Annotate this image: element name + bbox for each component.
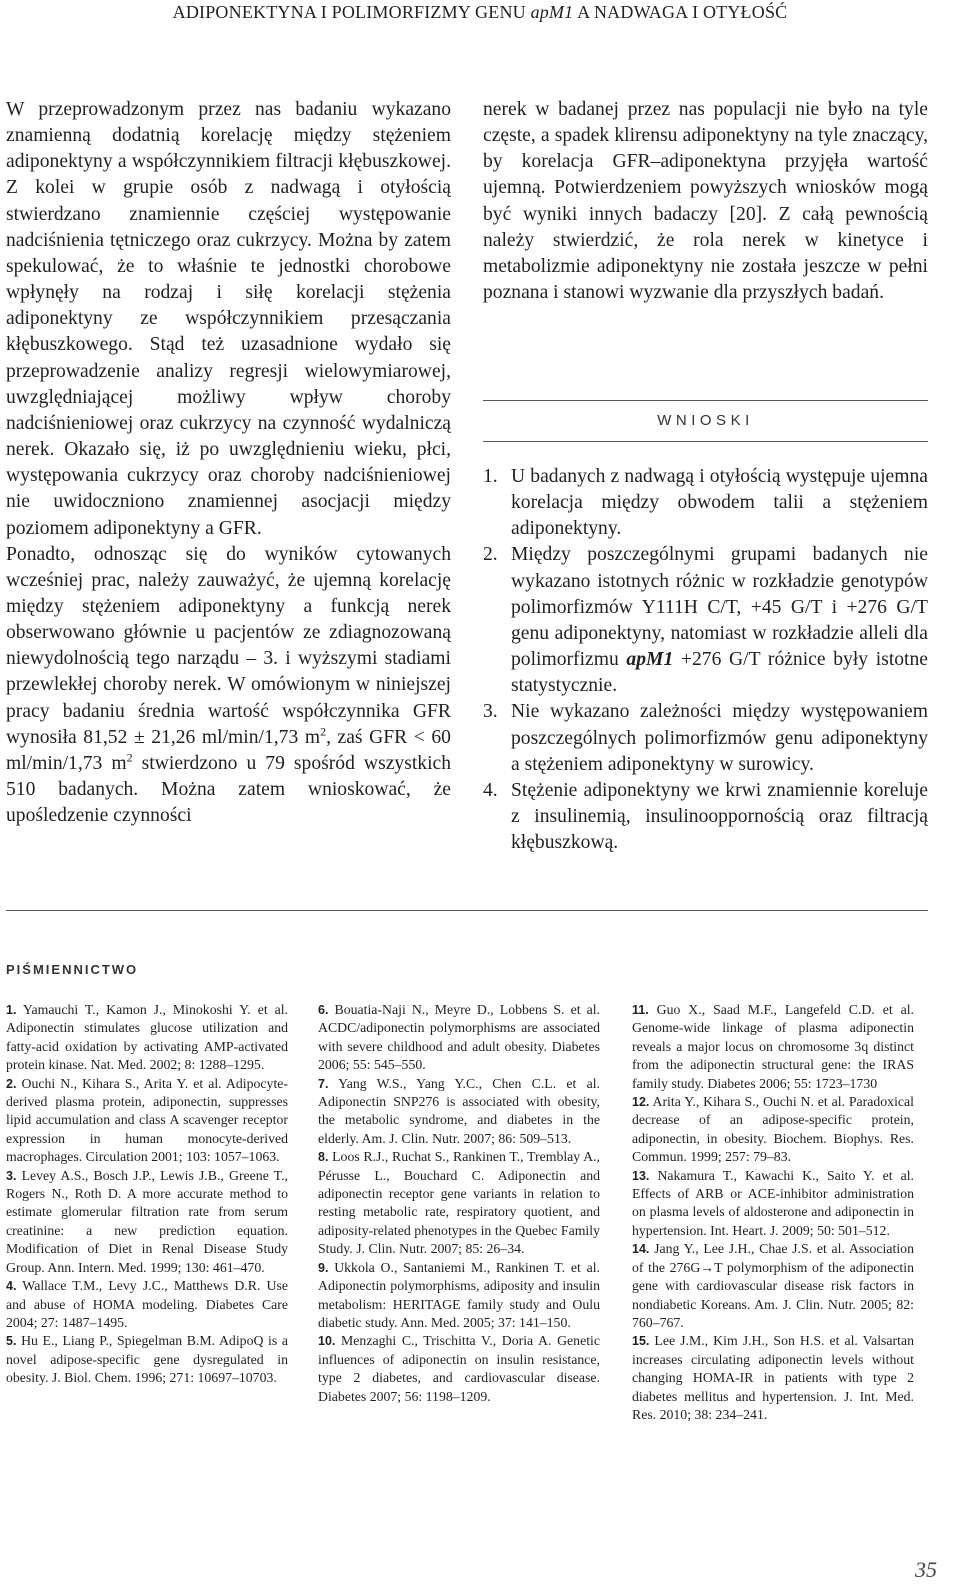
reference-authors: Loos R.J., Ruchat S., Rankinen T., Tremblay A., Pérusse L., Bouchard C. <box>318 1149 600 1183</box>
reference-item <box>632 1167 914 1241</box>
paragraph-2-text-b: , zaś GFR < 60 ml/min/1,73 m <box>6 726 451 774</box>
running-header-text-2: A NADWAGA I OTYŁOŚĆ <box>573 2 788 22</box>
reference-authors: Yamauchi T., Kamon J., Minokoshi Y. <box>22 1002 251 1017</box>
reference-text: et al. Genome-wide linkage of plasma adiponectin reveals a major locus on chromosome 3q distinct from the adiponectin structural gene: the IRAS family study. Diabetes 2006; 55: 1723–1730 <box>632 1002 915 1091</box>
superscript-2b: 2 <box>126 750 133 765</box>
conclusion-number: 4. <box>483 779 498 801</box>
reference-text: et al. Valsartan increases circulating adiponectin levels without changing HOMA-IR in patients with type 2 diabetes mellitus and hypertension. J. Int. Med. Res. 2010; 38: 234–241. <box>632 1333 914 1422</box>
reference-text: Adipocyte-derived plasma protein, adiponectin, suppresses lipid accumulation and class A scavenger receptor expression in human monocyte-derived macrophages. Circulation 2001; 103: 1057–1063. <box>6 1075 288 1165</box>
conclusion-text: Nie wykazano zależności między występowaniem poszczególnych polimorfizmów genu adiponektyny a stężeniem adiponektyny w surowicy. <box>511 701 928 775</box>
conclusion-item <box>483 778 928 856</box>
reference-item <box>632 1001 914 1093</box>
reference-text: Genetic influences of adiponectin on insulin resistance, type 2 diabetes, and cardiovascular disease. Diabetes 2007; 56: 1198–1209. <box>318 1333 600 1404</box>
reference-number: 13. <box>632 1168 650 1183</box>
reference-item <box>318 1075 600 1149</box>
conclusion-gene: apM1 <box>626 649 674 671</box>
reference-number: 12. <box>632 1095 650 1110</box>
reference-number: 7. <box>318 1076 329 1091</box>
conclusion-text-end: +276 G/T różnice były istotne statystycznie. <box>511 649 928 697</box>
reference-authors: Menzaghi C., Trischitta V., Doria A. <box>341 1333 552 1349</box>
running-header-gene: apM1 <box>530 2 574 22</box>
reference-text: et al. Paradoxical decrease of an adipose-specific protein, adiponectin, in obesity. Biochem. Biophys. Res. Commun. 1999; 257: 79–83. <box>632 1094 914 1165</box>
reference-authors: Wallace T.M., Levy J.C., Matthews D.R. <box>22 1278 261 1294</box>
reference-text: et al. Adiponectin polymorphisms, adiposity and insulin metabolism: HERITAGE family study and Oulu diabetic study. Ann. Med. 2005; 37: 141–150. <box>318 1259 600 1330</box>
references-column-3 <box>632 1001 914 1424</box>
reference-item <box>6 1075 288 1167</box>
conclusions-bottom-rule <box>483 441 928 442</box>
reference-item <box>318 1001 600 1075</box>
reference-authors: Guo X., Saad M.F., Langefeld C.D. <box>656 1002 875 1017</box>
reference-text: A more accurate method to estimate glomerular filtration rate from serum creatinine: a new prediction equation. Modification of Diet in Renal Disease Study Group. Ann. Intern. Med. 1999; 130: 461–470. <box>6 1186 288 1275</box>
running-header <box>0 2 960 23</box>
conclusion-text: Stężenie adiponektyny we krwi znamiennie koreluje z insulinemią, insulinooppornością oraz filtracją kłębuszkową. <box>511 779 928 854</box>
reference-item <box>632 1240 914 1332</box>
reference-number: 2. <box>6 1076 17 1091</box>
conclusions-heading: WNIOSKI <box>657 412 754 429</box>
body-paragraph-2 <box>6 542 451 830</box>
reference-authors: Ouchi N., Kihara S., Arita Y. et al. <box>21 1075 222 1091</box>
conclusion-text: U badanych z nadwagą i otyłością występuje ujemna korelacja między obwodem talii a stężeniem adiponektyny. <box>511 466 928 540</box>
reference-authors: Arita Y., Kihara S., Ouchi N. <box>652 1094 814 1110</box>
reference-text: et al. Association of the 276G→T polymorphism of the adiponectin gene with cardiovascular disease risk factors in nondiabetic Koreans. Am. J. Clin. Nutr. 2005; 82: 760–767. <box>632 1241 914 1330</box>
reference-item <box>318 1259 600 1333</box>
reference-text: et al. ACDC/adiponectin polymorphisms are associated with severe childhood and adult obesity. Diabetes 2006; 55: 545–550. <box>318 1002 600 1073</box>
paragraph-2-text-a: Ponadto, odnosząc się do wyników cytowanych wcześniej prac, należy zauważyć, że ujemną korelację między stężeniem adiponektyny a funkcją nerek obserwowano głównie u pacjentów ze zdiagnozowaną niewydolnością tego narządu – 3. i wyższymi stadiami przewlekłej choroby nerek. W omówionym w niniejszej pracy badaniu średnia wartość współczynnika GFR wynosiła 81,52 ± 21,26 ml/min/1,73 m <box>6 543 451 748</box>
reference-item <box>6 1167 288 1277</box>
right-body-column <box>483 97 928 306</box>
conclusions-list <box>483 464 928 856</box>
reference-authors: Bouatia-Naji N., Meyre D., Lobbens S. <box>334 1002 565 1017</box>
references-column-1 <box>6 1001 288 1388</box>
conclusions-top-rule <box>483 400 928 401</box>
reference-item <box>318 1332 600 1406</box>
reference-item <box>632 1093 914 1167</box>
reference-number: 4. <box>6 1279 17 1294</box>
reference-authors: Levey A.S., Bosch J.P., Lewis J.B., Greene T., Rogers N., Roth D. <box>6 1167 288 1202</box>
conclusion-number: 3. <box>483 701 498 723</box>
reference-item <box>6 1277 288 1332</box>
reference-number: 14. <box>632 1242 650 1257</box>
conclusion-item <box>483 542 928 699</box>
body-paragraph-1: W przeprowadzonym przez nas badaniu wykazano znamienną dodatnią korelację między stężeniem adiponektyny a współczynnikiem filtracji kłębuszkowej. Z kolei w grupie osób z nadwagą i otyłością stwierdzano znamiennie częściej występowanie nadciśnienia tętniczego oraz cukrzycy. Można by zatem spekulować, że to właśnie te jednostki chorobowe wpłynęły na rodzaj i siłę korelacji stężenia adiponektyny ze współczynnikiem przesączania kłębuszkowego. Stąd też uzasadnione wydało się przeprowadzenie analizy regresji wielowymiarowej, uwzględniającej możliwy wpływ choroby nadciśnieniowej oraz cukrzycy na czynność wydalniczą nerek. Okazało się, iż po uwzględnieniu wieku, płci, występowania cukrzycy oraz choroby nadciśnieniowej nie uwidoczniono znamiennej asocjacji między poziomem adiponektyny a GFR. <box>6 99 451 539</box>
reference-number: 15. <box>632 1334 650 1349</box>
reference-number: 3. <box>6 1168 17 1183</box>
reference-item <box>6 1001 288 1075</box>
reference-number: 6. <box>318 1003 329 1017</box>
reference-text: et al. Adiponectin SNP276 is associated with obesity, the metabolic syndrome, and diabetes in the elderly. Am. J. Clin. Nutr. 2007; 86: 509–513. <box>318 1075 600 1146</box>
running-header-text-1: ADIPONEKTYNA I POLIMORFIZMY GENU <box>172 2 531 22</box>
reference-number: 10. <box>318 1334 336 1349</box>
reference-text: Use and abuse of HOMA modeling. Diabetes Care 2004; 27: 1487–1495. <box>6 1278 289 1330</box>
conclusion-number: 2. <box>483 544 498 566</box>
references-heading: PIŚMIENNICTWO <box>6 962 139 977</box>
superscript-2a: 2 <box>320 724 327 739</box>
left-body-column <box>6 97 451 829</box>
reference-text: AdipoQ is a novel adipose-specific gene dysregulated in obesity. J. Biol. Chem. 1996; 271: 10697–10703. <box>6 1333 288 1386</box>
references-column-2 <box>318 1001 600 1406</box>
reference-item <box>318 1148 600 1258</box>
reference-item <box>632 1332 914 1424</box>
reference-authors: Lee J.M., Kim J.H., Son H.S. <box>654 1333 825 1349</box>
reference-number: 1. <box>6 1003 17 1017</box>
page-number: 35 <box>915 1557 937 1582</box>
reference-text: Adiponectin and adiponectin receptor gene variants in relation to resting metabolic rate, respiratory quotient, and adiposity-related phenotypes in the Quebec Family Study. J. Clin. Nutr. 2007; 85: 26–34. <box>318 1167 600 1257</box>
references-top-rule <box>6 910 928 911</box>
conclusion-item <box>483 699 928 777</box>
body-paragraph-3: nerek w badanej przez nas populacji nie było na tyle częste, a spadek klirensu adiponektyny na tyle znaczący, by korelacja GFR–adiponektyna przyjęła wartość ujemną. Potwierdzeniem powyższych wniosków mogą być wyniki innych badaczy [20]. Z całą pewnością należy stwierdzić, że rola nerek w kinetyce i metabolizmie adiponektyny nie została jeszcze w pełni poznana i stanowi wyzwanie dla przyszłych badań. <box>483 99 928 304</box>
reference-number: 11. <box>632 1003 649 1017</box>
conclusion-text: Między poszczególnymi grupami badanych nie wykazano istotnych różnic w rozkładzie genotypów polimorfizmów Y111H C/T, +45 G/T i +276 G/T genu adiponektyny, natomiast w rozkładzie alleli dla polimorfizmu <box>511 544 928 671</box>
reference-authors: Ukkola O., Santaniemi M., Rankinen T. <box>334 1259 566 1275</box>
reference-number: 5. <box>6 1334 17 1349</box>
reference-number: 9. <box>318 1260 329 1275</box>
reference-text: et al. Effects of ARB or ACE-inhibitor administration on plasma levels of aldosterone and adiponectin in hypertension. Int. Heart. J. 2009; 50: 501–512. <box>632 1167 914 1238</box>
conclusion-number: 1. <box>483 466 498 487</box>
reference-authors: Hu E., Liang P., Spiegelman B.M. <box>21 1333 216 1349</box>
reference-item <box>6 1332 288 1387</box>
paragraph-2-text-c: stwierdzono u 79 spośród wszystkich 510 badanych. Można zatem wnioskować, że upośledzenie czynności <box>6 752 452 827</box>
conclusion-item <box>483 464 928 542</box>
reference-authors: Nakamura T., Kawachi K., Saito Y. <box>657 1167 875 1183</box>
reference-number: 8. <box>318 1150 329 1165</box>
reference-authors: Jang Y., Lee J.H., Chae J.S. <box>654 1241 813 1257</box>
reference-text: et al. Adiponectin stimulates glucose utilization and fatty-acid oxidation by activating AMP-activated protein kinase. Nat. Med. 2002; 8: 1288–1295. <box>6 1002 289 1073</box>
reference-authors: Yang W.S., Yang Y.C., Chen C.L. <box>338 1075 557 1091</box>
